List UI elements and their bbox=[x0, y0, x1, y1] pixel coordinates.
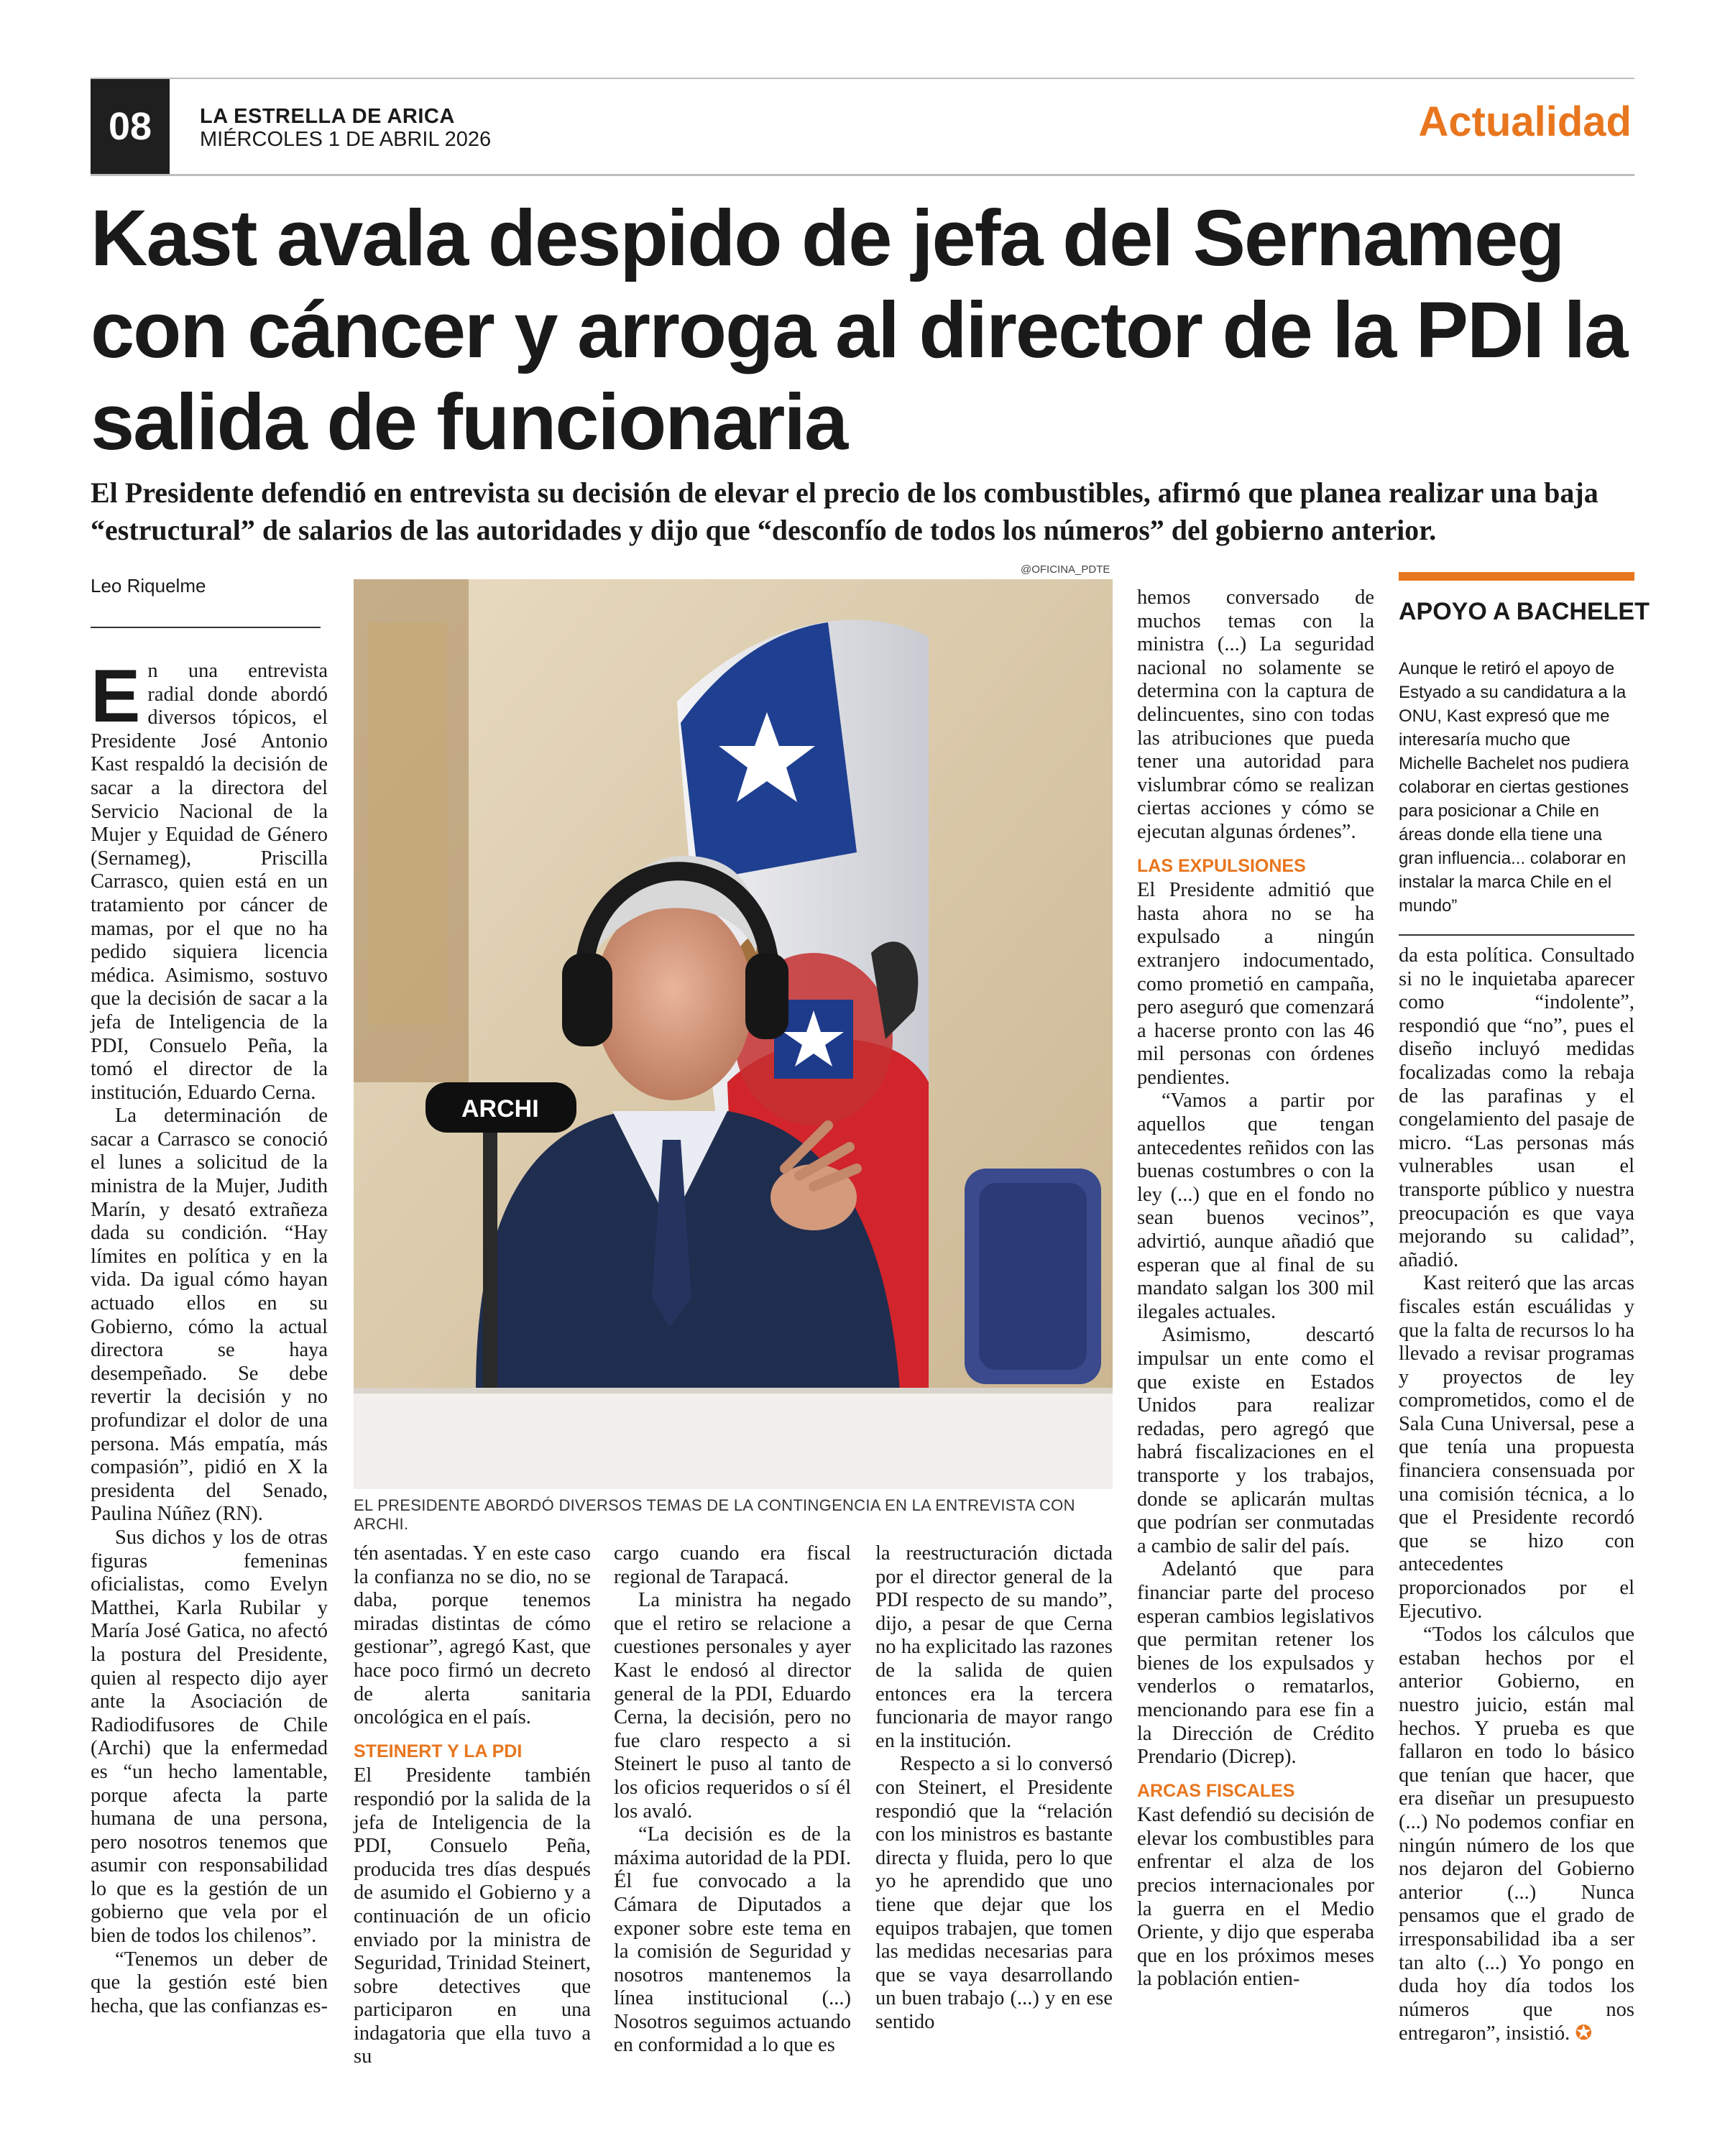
paragraph: la reestructuración dictada por el director general de la PDI respecto de su mando”, dijo, a pesar de que Cerna no ha explicitado las razones de la salida de quien entonces era la tercera funcionaria de mayor rango en la institución. bbox=[875, 1542, 1113, 1752]
photo-caption: EL PRESIDENTE ABORDÓ DIVERSOS TEMAS DE LA CONTINGENCIA EN LA ENTREVISTA CON ARCHI. bbox=[354, 1496, 1075, 1533]
top-rule bbox=[91, 78, 1634, 79]
subhead-steinert: STEINERT Y LA PDI bbox=[354, 1741, 523, 1761]
paragraph-text: “Todos los cálculos que estaban hechos por el anterior Gobierno, en nuestro juicio, están mal hechos. Y prueba es que fallaron en todo lo básico que tenían que hacer, que era diseñar un presupuesto (...) No podemos confiar en ningún número de los que nos dejaron del Gobierno anterior (...) Nunca pensamos que el grado de irresponsabilidad iba a ser tan alto (...) Yo pongo en duda hoy día todos los números que nos entregaron”, insistió. bbox=[1399, 1623, 1634, 2045]
paragraph: “La decisión es de la máxima autoridad de la PDI. Él fue convocado a la Cámara de Diputados a exponer sobre este tema en la comisión de Seguridad y nosotros mantenemos la línea institucional (...) Nosotros seguimos actuando en conformidad a lo que es bbox=[614, 1823, 851, 2057]
sidebar-text: Aunque le retiró el apoyo de Estyado a su candidatura a la ONU, Kast expresó que me interesaría mucho que Michelle Bachelet nos pudiera colaborar en ciertas gestiones para posicionar a Chile en áreas donde ella tiene una gran influencia... colaborar en instalar la marca Chile en el mundo” bbox=[1399, 659, 1629, 916]
paragraph: “Tenemos un deber de que la gestión esté bien hecha, que las confianzas es- bbox=[91, 1948, 328, 2017]
paragraph: cargo cuando era fiscal regional de Tarapacá. bbox=[614, 1542, 851, 1588]
paragraph: hemos conversado de muchos temas con la ministra (...) La seguridad nacional no solamente se determina con la captura de delincuentes, sino con todas las atribuciones que pueda tener una autoridad para vislumbrar cómo se realizan ciertas acciones y cómo se ejecutan algunas órdenes”. bbox=[1137, 586, 1374, 843]
paragraph: tén asentadas. Y en este caso la confianza no se dio, no se daba, porque tenemos miradas distintas de cómo gestionar”, agregó Kast, que hace poco firmó un decreto de alerta sanitaria oncológica en el país. bbox=[354, 1542, 591, 1729]
deck: El Presidente defendió en entrevista su decisión de elevar el precio de los combustibles, afirmó que planea realizar una baja “estructural” de salarios de las autoridades y dijo que “desconfío de todos los números” del gobierno anterior. bbox=[91, 476, 1598, 546]
byline-rule bbox=[91, 627, 321, 628]
page-number: 08 bbox=[91, 79, 170, 174]
paragraph: da esta política. Consultado si no le inquietaba aparecer como “indolente”, respondió que “no”, pues el diseño incluyó medidas focalizadas como la rebaja de las parafinas y el congelamiento del pasaje de micro. “Las personas más vulnerables usan el transporte público y nuestra preocupación es que vaya mejorando su calidad”, añadió. bbox=[1399, 944, 1634, 1271]
sidebar-title: APOYO A BACHELET bbox=[1399, 598, 1650, 625]
article-column-6 bbox=[1399, 944, 1634, 2046]
header-rule bbox=[91, 174, 1634, 176]
article-column-4 bbox=[875, 1542, 1113, 2034]
paragraph: Adelantó que para financiar parte del proceso esperan cambios legislativos que permitan retener los bienes de los expulsados y venderlos o rematarlos, mencionando para ese fin a la Dirección de Crédito Prendario (Dicrep). bbox=[1137, 1558, 1374, 1769]
article-column-2 bbox=[354, 1542, 591, 2069]
article-column-3 bbox=[614, 1542, 851, 2058]
publication-name: LA ESTRELLA DE ARICA bbox=[200, 105, 455, 128]
subhead-arcas-fiscales: ARCAS FISCALES bbox=[1137, 1780, 1295, 1801]
paragraph: El Presidente admitió que hasta ahora no se ha expulsado a ningún extranjero indocumentado, como prometió en campaña, pero aseguró que comenzará a hacerse pronto con las 46 mil personas con órdenes pendientes. bbox=[1137, 879, 1374, 1089]
publication-date: MIÉRCOLES 1 DE ABRIL 2026 bbox=[200, 128, 492, 151]
end-mark-icon: ✪ bbox=[1575, 2021, 1593, 2045]
headline: Kast avala despido de jefa del Sernameg con cáncer y arroga al director de la PDI la salida de funcionaria bbox=[91, 194, 1627, 466]
section-label: Actualidad bbox=[1418, 98, 1632, 145]
photo-credit: @OFICINA_PDTE bbox=[1021, 563, 1110, 576]
paragraph: La determinación de sacar a Carrasco se conoció el lunes a solicitud de la ministra de la Mujer, Judith Marín, y desató extrañeza dada su condición. “Hay límites en política y en la vida. Da igual cómo hayan actuado ellos en su Gobierno, cómo la actual directora se haya desempeñado. Se debe revertir la decisión y no profundizar el dolor de una persona. Más empatía, más compasión”, pidió en X la presidenta del Senado, Paulina Núñez (RN). bbox=[91, 1105, 328, 1526]
paragraph: Asimismo, descartó impulsar un ente como el que existe en Estados Unidos para realizar redadas, pero agregó que habrá fiscalizaciones en el transporte y los trabajos, donde se aplicarán multas que podrían ser conmutadas a cambio de salir del país. bbox=[1137, 1324, 1374, 1557]
byline: Leo Riquelme bbox=[91, 575, 206, 596]
paragraph: Sus dichos y los de otras figuras femeninas oficialistas, como Evelyn Matthei, Karla Rubilar y María José Gatica, no afectó la postura del Presidente, quien al respecto dijo ayer ante la Asociación de Radiodifusores de Chile (Archi) que la enfermedad es “un hecho lamentable, porque afecta la parte humana de una persona, pero nosotros tenemos que asumir con responsabilidad lo que es la gestión de un gobierno que vela por el bien de todos los chilenos”. bbox=[91, 1526, 328, 1948]
paragraph: El Presidente también respondió por la salida de la jefa de Inteligencia de la PDI, Consuelo Peña, producida tres días después de asumido el Gobierno y a continuación de un oficio enviado por la ministra de Seguridad, Trinidad Steinert, sobre detectives que participaron en una indagatoria que ella tuvo a su bbox=[354, 1764, 591, 2068]
paragraph: Kast defendió su decisión de elevar los combustibles para enfrentar el alza de los precios internacionales por la guerra en el Medio Oriente, y dijo que esperaba que en los próximos meses la población entien- bbox=[1137, 1804, 1374, 1991]
sidebar-rule bbox=[1399, 934, 1634, 936]
paragraph bbox=[1399, 1623, 1634, 2046]
paragraph: La ministra ha negado que el retiro se relacione a cuestiones personales y ayer Kast le endosó al director general de la PDI, Eduardo Cerna, la decisión, pero no fue claro respecto a si Steinert le puso al tanto de los oficios requeridos o sí él los avaló. bbox=[614, 1589, 851, 1823]
article-column-5 bbox=[1137, 586, 1374, 1991]
article-column-1 bbox=[91, 655, 328, 2018]
subhead-expulsiones: LAS EXPULSIONES bbox=[1137, 855, 1306, 876]
paragraph: n una entrevista radial donde abordó diversos tópicos, el Presidente José Antonio Kast respaldó la decisión de sacar a la directora del Servicio Nacional de la Mujer y Equidad de Género (Sernameg), Priscilla Carrasco, quien está en un tratamiento por cáncer de mamas, por el que no ha pedido siquiera licencia médica. Asimismo, sostuvo que la decisión de sacar a la jefa de Inteligencia de la PDI, Consuelo Peña, la tomó el director de la institución, Eduardo Cerna. bbox=[91, 660, 328, 1104]
article-photo bbox=[354, 579, 1113, 1489]
drop-cap: E bbox=[91, 655, 141, 738]
paragraph: “Vamos a partir por aquellos que tengan antecedentes reñidos con las buenas costumbres o con la ley (...) que en el fondo no sean buenos vecinos”, advirtió, aunque añadió que esperan que al final de su mandato salgan los 300 mil ilegales actuales. bbox=[1137, 1089, 1374, 1323]
paragraph: Kast reiteró que las arcas fiscales están escuálidas y que la falta de recursos lo ha llevado a revisar programas y proyectos de ley comprometidos, como el de Sala Cuna Universal, pese a que tenía una propuesta financiera consensuada por una comisión técnica, a lo que el Presidente recordó que se hizo con antecedentes proporcionados por el Ejecutivo. bbox=[1399, 1272, 1634, 1623]
sidebar-accent-bar bbox=[1399, 572, 1634, 581]
mic-logo: ARCHI bbox=[461, 1095, 539, 1123]
paragraph: Respecto a si lo conversó con Steinert, el Presidente respondió que la “relación con los ministros es bastante directa y fluida, pero lo que yo he aprendido que uno tiene que dejar que los equipos trabajen, que tomen las medidas necesarias para que se vaya desarrollando un buen trabajo (...) y en ese sentido bbox=[875, 1753, 1113, 2033]
